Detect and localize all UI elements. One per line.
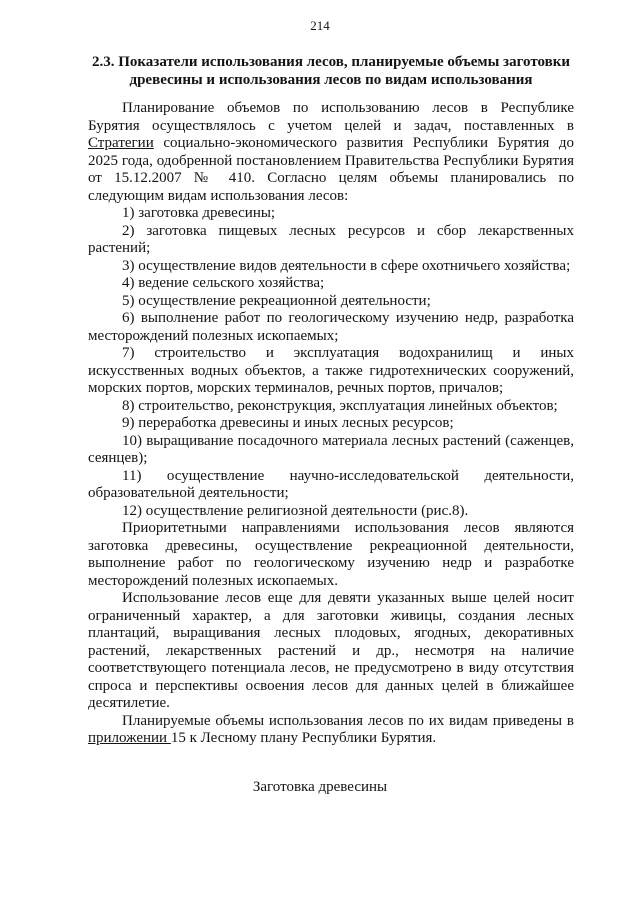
list-item: 8) строительство, реконструкция, эксплуатация линейных объектов; (122, 397, 558, 414)
list-item: 1) заготовка древесины; (122, 205, 276, 221)
list-item: 9) переработка древесины и иных лесных ресурсов; (122, 415, 454, 431)
list-item: 6) выполнение работ по геологическому изучению недр, разработка месторождений полезных ископаемых; (88, 310, 574, 344)
list-item: 10) выращивание посадочного материала лесных растений (саженцев, сеянцев); (88, 432, 574, 466)
limited-use-paragraph: Использование лесов еще для девяти указанных выше целей носит ограниченный характер, а для заготовки живицы, создания лесных плантаций, выращивания лесных плодовых, ягодных, декоративных растений, лекарственных растений и др., несмотря на наличие соответствующего потенциала лесов, не предусмотрено в виду отсутствия спроса и перспективы освоения лесов для данных целей в ближайшее десятилетие. (88, 590, 574, 711)
subsection-title: Заготовка древесины (252, 779, 388, 795)
list-item: 11) осуществление научно-исследовательской деятельности, образовательной деятельности; (88, 467, 574, 501)
page-number: 214 (310, 18, 330, 33)
list-item: 7) строительство и эксплуатация водохранилищ и иных искусственных водных объектов, а также гидротехнических сооружений, морских портов, морских терминалов, речных портов, причалов; (88, 345, 574, 396)
intro-text-1: Планирование объемов по использованию лесов в Республике Бурятия осуществлялось с учетом целей и задач, поставленных в (88, 100, 574, 134)
volumes-text-1: Планируемые объемы использования лесов по их видам приведены в (122, 712, 574, 729)
volumes-text-2: 15 к Лесному плану Республики Бурятия. (170, 730, 437, 746)
list-item: 2) заготовка пищевых лесных ресурсов и сбор лекарственных растений; (88, 222, 574, 256)
list-item: 4) ведение сельского хозяйства; (122, 275, 325, 291)
document-body (88, 100, 574, 748)
intro-paragraph (88, 100, 574, 205)
section-heading-line-1: 2.3. Показатели использования лесов, планируемые объемы заготовки (91, 54, 571, 70)
priority-paragraph: Приоритетными направлениями использования лесов являются заготовка древесины, осуществление рекреационной деятельности, выполнение работ по геологическому изучению недр и разработке месторождений полезных ископаемых. (88, 520, 574, 589)
strategy-link[interactable]: Стратегии (88, 135, 154, 151)
section-heading (88, 53, 574, 89)
section-heading-line-2: древесины и использования лесов по видам использования (129, 72, 533, 88)
appendix-link[interactable]: приложении (88, 730, 171, 746)
intro-text-2: социально-экономического развития Республики Бурятия до 2025 года, одобренной постановлением Правительства Республики Бурятия от 15.12.2007 № 410. Согласно целям объемы планировались по следующим видам использования лесов: (88, 135, 574, 204)
list-item: 3) осуществление видов деятельности в сфере охотничьего хозяйства; (122, 257, 571, 274)
volumes-paragraph (88, 713, 574, 748)
list-item: 5) осуществление рекреационной деятельности; (122, 292, 431, 309)
list-item: 12) осуществление религиозной деятельности (рис.8). (122, 502, 469, 519)
